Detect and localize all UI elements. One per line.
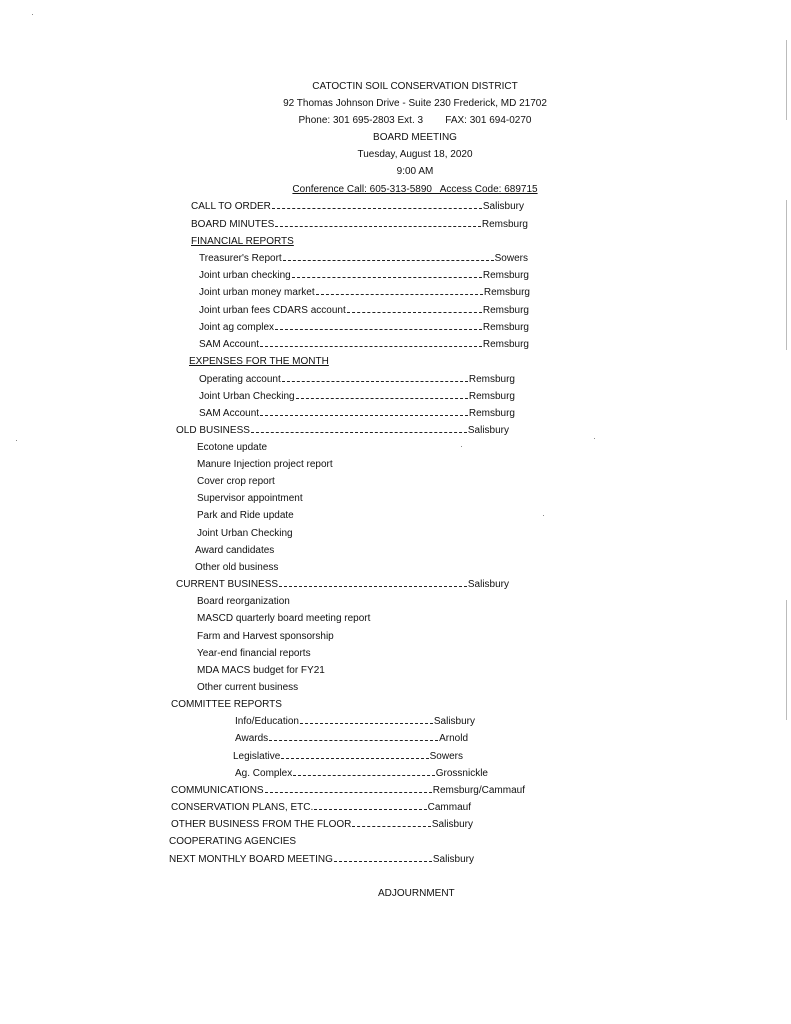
agenda-row-committee	[235, 769, 488, 779]
agenda-presenter: Remsburg/Cammauf	[432, 785, 525, 796]
scan-edge-mark	[786, 600, 787, 720]
meeting-time: 9:00 AM	[396, 166, 434, 177]
leader-dots	[300, 722, 433, 724]
agenda-label: Treasurer's Report	[199, 253, 282, 264]
leader-dots	[281, 757, 428, 759]
agenda-label: SAM Account	[199, 408, 260, 419]
leader-dots	[260, 345, 482, 347]
agenda-presenter: Remsburg	[483, 287, 530, 298]
meeting-title: BOARD MEETING	[373, 132, 457, 143]
current-business-item: MASCD quarterly board meeting report	[197, 613, 371, 624]
leader-dots	[316, 293, 483, 295]
agenda-presenter: Salisbury	[467, 425, 509, 436]
leader-dots	[293, 774, 435, 776]
agenda-row-financial	[199, 306, 529, 316]
scan-speck	[461, 446, 462, 447]
org-name: CATOCTIN SOIL CONSERVATION DISTRICT	[312, 81, 518, 92]
leader-dots	[347, 311, 482, 313]
agenda-label: Awards	[235, 733, 269, 744]
agenda-row-board-minutes	[191, 220, 528, 230]
expenses-heading: EXPENSES FOR THE MONTH	[189, 356, 329, 367]
leader-dots	[292, 276, 482, 278]
agenda-row-expense	[199, 392, 515, 402]
old-business-item: Award candidates	[195, 545, 275, 556]
agenda-label: CURRENT BUSINESS	[176, 579, 279, 590]
scan-speck	[543, 515, 544, 516]
scan-speck	[16, 440, 17, 441]
meeting-date: Tuesday, August 18, 2020	[357, 149, 473, 160]
org-address: 92 Thomas Johnson Drive - Suite 230 Frederick, MD 21702	[283, 98, 547, 109]
agenda-row-financial	[199, 271, 529, 281]
committee-reports-heading: COMMITTEE REPORTS	[171, 699, 282, 710]
current-business-item: Board reorganization	[197, 596, 290, 607]
org-contact: Phone: 301 695-2803 Ext. 3 FAX: 301 694-0270	[298, 115, 532, 126]
agenda-row-financial	[199, 340, 529, 350]
agenda-presenter: Salisbury	[482, 201, 524, 212]
agenda-label: Joint urban money market	[199, 287, 315, 298]
leader-dots	[251, 431, 467, 433]
agenda-row-financial	[199, 323, 529, 333]
agenda-row-current-business	[176, 580, 509, 590]
agenda-row-committee	[235, 717, 475, 727]
agenda-presenter: Remsburg	[482, 305, 529, 316]
current-business-item: Other current business	[197, 682, 299, 693]
agenda-row-financial	[199, 288, 530, 298]
leader-dots	[334, 860, 432, 862]
agenda-presenter: Sowers	[429, 751, 463, 762]
scan-speck	[594, 438, 595, 439]
agenda-label: Ag. Complex	[235, 768, 293, 779]
agenda-label: BOARD MINUTES	[191, 219, 275, 230]
agenda-presenter: Sowers	[494, 253, 528, 264]
leader-dots	[283, 259, 494, 261]
agenda-row-communications	[171, 786, 525, 796]
agenda-row-expense	[199, 409, 515, 419]
leader-dots	[296, 397, 468, 399]
agenda-label: Info/Education	[235, 716, 299, 727]
agenda-presenter: Salisbury	[431, 819, 473, 830]
agenda-presenter: Salisbury	[432, 854, 474, 865]
old-business-item: Cover crop report	[197, 476, 275, 487]
agenda-label: Joint Urban Checking	[199, 391, 295, 402]
scan-edge-mark	[786, 40, 787, 120]
agenda-presenter: Salisbury	[433, 716, 475, 727]
agenda-presenter: Cammauf	[427, 802, 471, 813]
leader-dots	[279, 585, 467, 587]
agenda-presenter: Remsburg	[482, 270, 529, 281]
old-business-item: Park and Ride update	[197, 510, 294, 521]
financial-reports-heading: FINANCIAL REPORTS	[191, 236, 294, 247]
agenda-presenter: Remsburg	[468, 391, 515, 402]
agenda-label: Joint urban fees CDARS account	[199, 305, 346, 316]
agenda-label: NEXT MONTHLY BOARD MEETING	[169, 854, 333, 865]
scan-speck	[32, 14, 33, 15]
old-business-item: Manure Injection project report	[197, 459, 333, 470]
leader-dots	[314, 808, 426, 810]
leader-dots	[272, 207, 482, 209]
agenda-label: SAM Account	[199, 339, 260, 350]
conference-call-info: Conference Call: 605-313-5890 Access Code: 689715	[292, 184, 538, 195]
agenda-presenter: Remsburg	[482, 339, 529, 350]
scan-edge-mark	[786, 200, 787, 350]
agenda-label: Legislative	[233, 751, 281, 762]
old-business-item: Supervisor appointment	[197, 493, 303, 504]
leader-dots	[265, 791, 432, 793]
agenda-row-expense	[199, 375, 515, 385]
leader-dots	[260, 414, 468, 416]
agenda-row-committee	[235, 734, 468, 744]
agenda-row-old-business	[176, 426, 509, 436]
agenda-row-call-to-order	[191, 202, 524, 212]
leader-dots	[352, 825, 430, 827]
leader-dots	[275, 225, 481, 227]
agenda-label: COMMUNICATIONS	[171, 785, 264, 796]
agenda-row-next-meeting	[169, 855, 474, 865]
agenda-row-conservation-plans	[171, 803, 471, 813]
current-business-item: MDA MACS budget for FY21	[197, 665, 325, 676]
current-business-item: Year-end financial reports	[197, 648, 311, 659]
leader-dots	[282, 380, 468, 382]
agenda-row-committee	[233, 752, 463, 762]
agenda-presenter: Arnold	[439, 733, 468, 744]
agenda-presenter: Grossnickle	[435, 768, 488, 779]
old-business-item: Ecotone update	[197, 442, 268, 453]
leader-dots	[269, 739, 438, 741]
agenda-presenter: Remsburg	[481, 219, 528, 230]
leader-dots	[275, 328, 482, 330]
agenda-label: CALL TO ORDER	[191, 201, 271, 212]
current-business-item: Farm and Harvest sponsorship	[197, 631, 334, 642]
old-business-item: Other old business	[195, 562, 279, 573]
old-business-item: Joint Urban Checking	[197, 528, 293, 539]
agenda-label: Joint urban checking	[199, 270, 291, 281]
agenda-presenter: Remsburg	[468, 408, 515, 419]
adjournment: ADJOURNMENT	[378, 888, 455, 899]
agenda-row-financial	[199, 254, 528, 264]
agenda-label: OLD BUSINESS	[176, 425, 250, 436]
agenda-presenter: Remsburg	[482, 322, 529, 333]
cooperating-agencies: COOPERATING AGENCIES	[169, 836, 297, 847]
agenda-label: Operating account	[199, 374, 281, 385]
agenda-label: CONSERVATION PLANS, ETC.	[171, 802, 314, 813]
agenda-label: Joint ag complex	[199, 322, 275, 333]
agenda-label: OTHER BUSINESS FROM THE FLOOR	[171, 819, 352, 830]
agenda-presenter: Salisbury	[467, 579, 509, 590]
agenda-presenter: Remsburg	[468, 374, 515, 385]
agenda-row-other-business	[171, 820, 473, 830]
